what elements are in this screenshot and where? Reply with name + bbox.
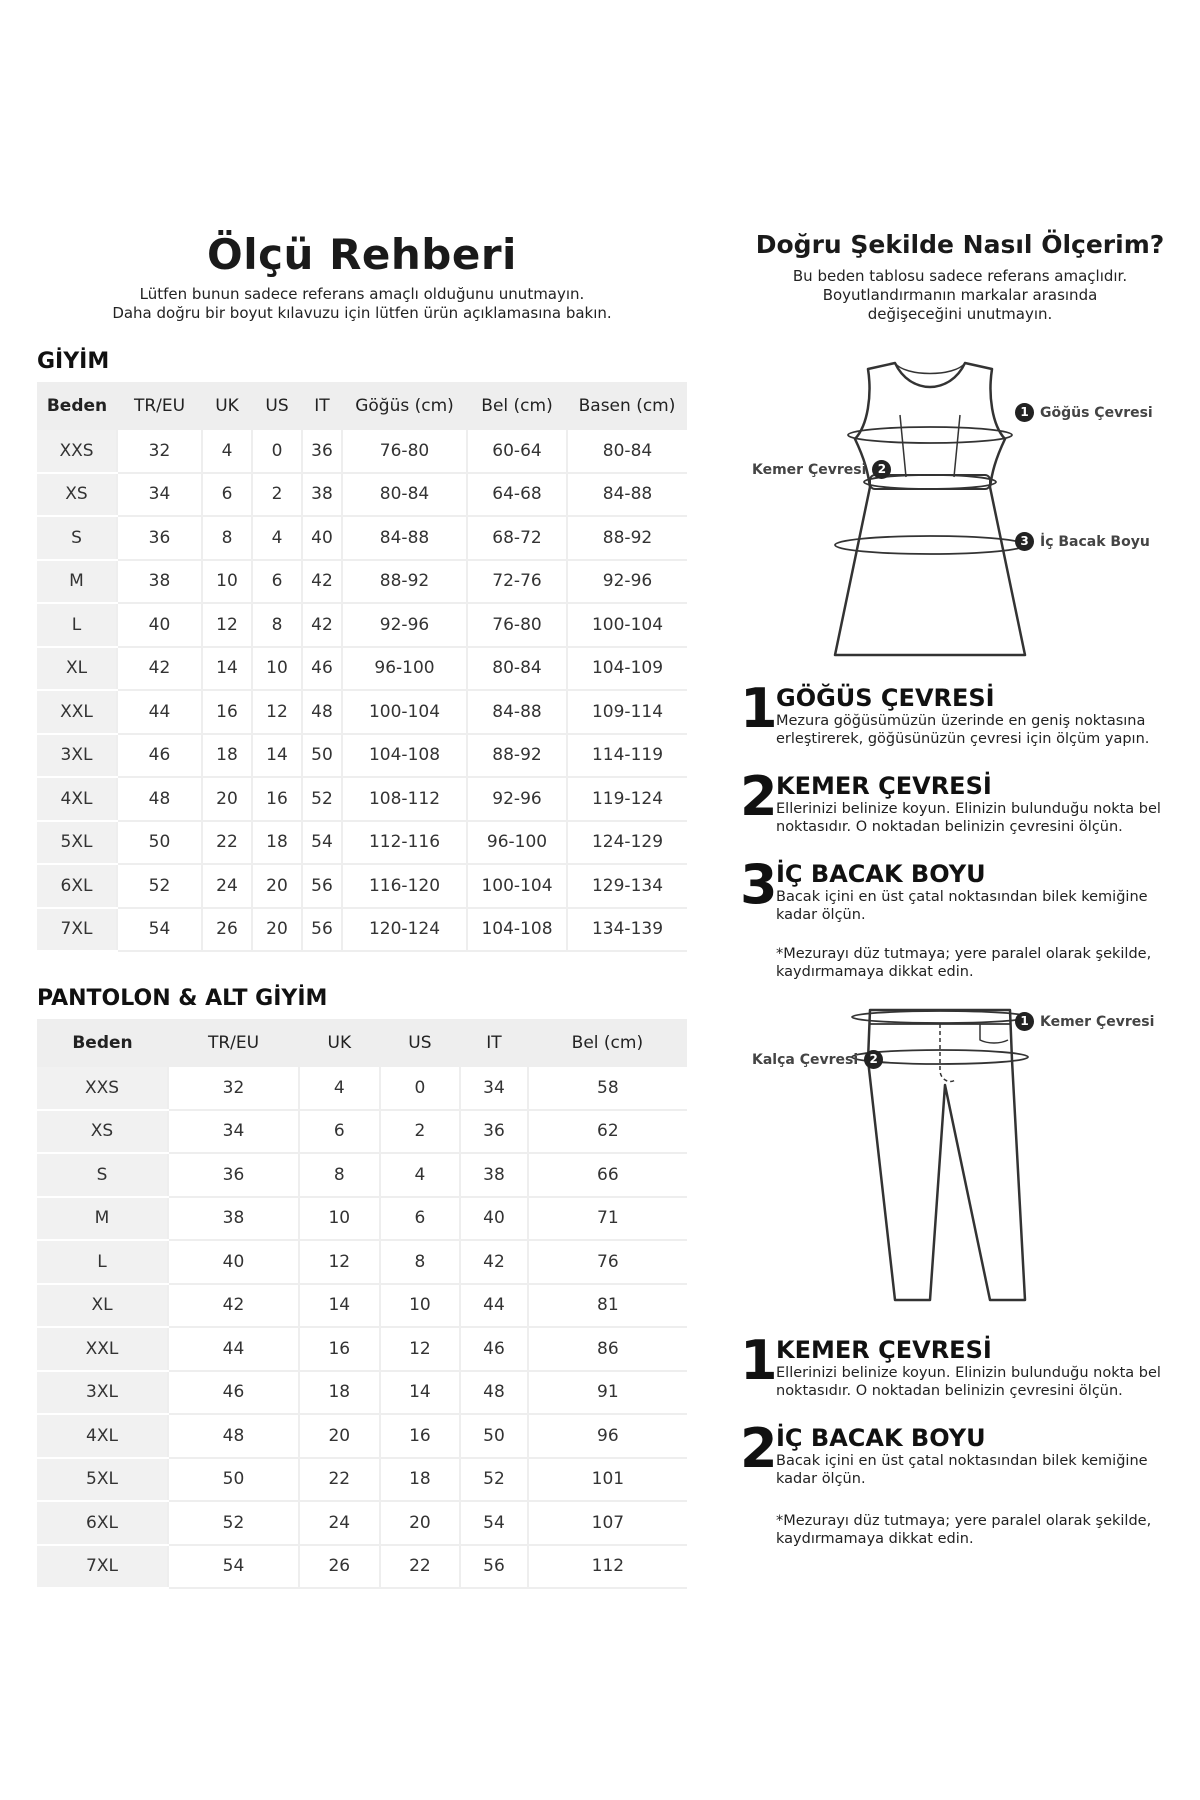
table-cell: 80-84 <box>567 430 687 473</box>
dress-tag-inseam <box>1015 532 1150 551</box>
table-cell: 60-64 <box>467 430 567 473</box>
table-row <box>37 821 687 865</box>
table-cell: 2 <box>252 473 302 517</box>
size-label-cell: M <box>37 560 117 604</box>
table-cell: 12 <box>202 603 252 647</box>
table-cell: 108-112 <box>342 777 467 821</box>
table-row <box>37 1240 687 1284</box>
number-2-icon: 2 <box>872 460 891 479</box>
table-cell: 92-96 <box>567 560 687 604</box>
subtitle-line-2: Daha doğru bir boyut kılavuzu için lütfen ürün açıklamasına bakın. <box>112 304 612 322</box>
page-title: Ölçü Rehberi <box>207 230 517 279</box>
size-label-cell: L <box>37 1240 168 1284</box>
header-cell: TR/EU <box>168 1019 299 1067</box>
table-cell: 34 <box>168 1110 299 1154</box>
table-cell: 101 <box>528 1458 687 1502</box>
table-cell: 46 <box>460 1327 528 1371</box>
size-label-cell: 5XL <box>37 821 117 865</box>
table-cell: 18 <box>380 1458 461 1502</box>
step-number: 1 <box>740 1329 778 1392</box>
number-1-icon: 1 <box>1015 403 1034 422</box>
table-cell: 112-116 <box>342 821 467 865</box>
header-cell: Bel (cm) <box>467 382 567 430</box>
table-cell: 22 <box>299 1458 380 1502</box>
table-cell: 56 <box>302 864 342 908</box>
table-cell: 4 <box>202 430 252 473</box>
step-description: Mezura göğüsümüzün üzerinde en geniş noktasına erleştirerek, göğüsünüzün çevresi için ölçüm yapın. <box>776 713 1150 747</box>
size-label-cell: 5XL <box>37 1458 168 1502</box>
table-row <box>37 864 687 908</box>
table-cell: 38 <box>117 560 202 604</box>
header-cell: Basen (cm) <box>567 382 687 430</box>
table-cell: 50 <box>460 1414 528 1458</box>
table-cell: 104-108 <box>467 908 567 952</box>
table-cell: 88-92 <box>467 734 567 778</box>
table-cell: 14 <box>252 734 302 778</box>
table-cell: 22 <box>380 1545 461 1589</box>
clothing-section-title: GİYİM <box>37 349 110 374</box>
table-row <box>37 560 687 604</box>
table-cell: 0 <box>252 430 302 473</box>
table-cell: 4 <box>299 1067 380 1110</box>
table-cell: 42 <box>117 647 202 691</box>
table-cell: 12 <box>380 1327 461 1371</box>
table-cell: 4 <box>252 516 302 560</box>
table-cell: 34 <box>460 1067 528 1110</box>
table-cell: 44 <box>168 1327 299 1371</box>
dress-tag-chest <box>1015 403 1153 422</box>
table-cell: 81 <box>528 1284 687 1328</box>
table-cell: 10 <box>380 1284 461 1328</box>
table-row <box>37 1371 687 1415</box>
table-cell: 12 <box>299 1240 380 1284</box>
table-row <box>37 1501 687 1545</box>
howto-sub-line-2: Boyutlandırmanın markalar arasında <box>822 286 1098 304</box>
pants-size-table <box>37 1019 687 1589</box>
size-label-cell: 6XL <box>37 864 117 908</box>
header-cell: Beden <box>37 1019 168 1067</box>
clothing-size-table <box>37 382 687 952</box>
table-cell: 42 <box>168 1284 299 1328</box>
table-cell: 18 <box>202 734 252 778</box>
table-cell: 16 <box>252 777 302 821</box>
table-cell: 46 <box>117 734 202 778</box>
size-label-cell: 4XL <box>37 777 117 821</box>
table-cell: 54 <box>168 1545 299 1589</box>
size-label-cell: XL <box>37 1284 168 1328</box>
table-cell: 114-119 <box>567 734 687 778</box>
how-to-measure-column <box>740 230 1180 1630</box>
table-cell: 40 <box>460 1197 528 1241</box>
table-cell: 84-88 <box>467 690 567 734</box>
table-cell: 20 <box>380 1501 461 1545</box>
table-cell: 36 <box>117 516 202 560</box>
table-cell: 88-92 <box>567 516 687 560</box>
pants-illustration <box>830 1000 1090 1320</box>
table-row <box>37 777 687 821</box>
table-row <box>37 1067 687 1110</box>
table-cell: 44 <box>460 1284 528 1328</box>
size-label-cell: XXL <box>37 1327 168 1371</box>
step-number: 2 <box>740 765 778 828</box>
table-cell: 24 <box>202 864 252 908</box>
table-cell: 8 <box>380 1240 461 1284</box>
table-cell: 86 <box>528 1327 687 1371</box>
size-label-cell: S <box>37 1153 168 1197</box>
table-cell: 100-104 <box>567 603 687 647</box>
size-label-cell: XXS <box>37 1067 168 1110</box>
dress-step-2 <box>740 765 1180 850</box>
how-to-measure-title: Doğru Şekilde Nasıl Ölçerim? <box>755 230 1165 259</box>
table-cell: 18 <box>252 821 302 865</box>
table-cell: 71 <box>528 1197 687 1241</box>
size-label-cell: 3XL <box>37 734 117 778</box>
table-cell: 91 <box>528 1371 687 1415</box>
table-cell: 14 <box>202 647 252 691</box>
table-cell: 26 <box>299 1545 380 1589</box>
header-cell: IT <box>302 382 342 430</box>
size-label-cell: S <box>37 516 117 560</box>
table-cell: 36 <box>460 1110 528 1154</box>
dress-step-1 <box>740 677 1180 762</box>
table-row <box>37 1414 687 1458</box>
step-description: Ellerinizi belinize koyun. Elinizin bulunduğu nokta bel noktasıdır. O noktadan belinizin çevresini ölçün. <box>776 801 1161 835</box>
table-row <box>37 516 687 560</box>
table-cell: 0 <box>380 1067 461 1110</box>
table-cell: 50 <box>168 1458 299 1502</box>
table-cell: 92-96 <box>467 777 567 821</box>
pants-table-body <box>37 1067 687 1588</box>
clothing-table-body <box>37 430 687 951</box>
table-cell: 84-88 <box>567 473 687 517</box>
table-cell: 92-96 <box>342 603 467 647</box>
table-cell: 124-129 <box>567 821 687 865</box>
table-cell: 42 <box>302 603 342 647</box>
table-cell: 120-124 <box>342 908 467 952</box>
table-row <box>37 1153 687 1197</box>
header-cell: Beden <box>37 382 117 430</box>
table-cell: 104-108 <box>342 734 467 778</box>
dress-tag-label: Kemer Çevresi <box>752 461 867 478</box>
table-cell: 46 <box>302 647 342 691</box>
table-cell: 52 <box>460 1458 528 1502</box>
table-cell: 116-120 <box>342 864 467 908</box>
howto-sub-line-3: değişeceğini unutmayın. <box>867 305 1053 323</box>
table-cell: 48 <box>117 777 202 821</box>
table-cell: 104-109 <box>567 647 687 691</box>
table-cell: 76-80 <box>467 603 567 647</box>
table-cell: 14 <box>299 1284 380 1328</box>
header-cell: UK <box>202 382 252 430</box>
table-cell: 12 <box>252 690 302 734</box>
size-guide-column <box>37 230 687 1589</box>
table-row <box>37 734 687 778</box>
table-cell: 24 <box>299 1501 380 1545</box>
dress-tag-label: Göğüs Çevresi <box>1040 404 1153 421</box>
pants-note: *Mezurayı düz tutmaya; yere paralel olarak şekilde, kaydırmamaya dikkat edin. <box>776 1513 1152 1547</box>
table-cell: 46 <box>168 1371 299 1415</box>
table-cell: 50 <box>117 821 202 865</box>
step-number: 3 <box>740 853 778 916</box>
size-label-cell: 4XL <box>37 1414 168 1458</box>
pants-tag-waist <box>1015 1012 1154 1031</box>
table-cell: 16 <box>380 1414 461 1458</box>
table-row <box>37 430 687 473</box>
table-cell: 10 <box>202 560 252 604</box>
table-cell: 100-104 <box>467 864 567 908</box>
size-label-cell: 7XL <box>37 908 117 952</box>
header-cell: US <box>380 1019 461 1067</box>
table-cell: 52 <box>117 864 202 908</box>
dress-step-3 <box>740 853 1180 938</box>
table-cell: 8 <box>202 516 252 560</box>
table-cell: 42 <box>302 560 342 604</box>
table-cell: 58 <box>528 1067 687 1110</box>
size-label-cell: XXS <box>37 430 117 473</box>
table-cell: 20 <box>202 777 252 821</box>
header-cell: US <box>252 382 302 430</box>
table-cell: 50 <box>302 734 342 778</box>
table-cell: 16 <box>299 1327 380 1371</box>
dress-tag-label: İç Bacak Boyu <box>1040 533 1150 550</box>
table-cell: 88-92 <box>342 560 467 604</box>
size-label-cell: XL <box>37 647 117 691</box>
header-cell: TR/EU <box>117 382 202 430</box>
table-cell: 26 <box>202 908 252 952</box>
table-cell: 38 <box>302 473 342 517</box>
table-cell: 54 <box>117 908 202 952</box>
step-title: İÇ BACAK BOYU <box>776 1424 986 1452</box>
pants-tag-hip <box>752 1050 883 1069</box>
size-label-cell: L <box>37 603 117 647</box>
table-cell: 119-124 <box>567 777 687 821</box>
header-cell: Göğüs (cm) <box>342 382 467 430</box>
table-cell: 66 <box>528 1153 687 1197</box>
dress-tag-waist <box>752 460 891 479</box>
table-cell: 36 <box>168 1153 299 1197</box>
table-cell: 10 <box>252 647 302 691</box>
size-label-cell: 7XL <box>37 1545 168 1589</box>
table-cell: 32 <box>168 1067 299 1110</box>
table-cell: 32 <box>117 430 202 473</box>
step-description: Bacak içini en üst çatal noktasından bilek kemiğine kadar ölçün. <box>776 1453 1148 1487</box>
table-cell: 96 <box>528 1414 687 1458</box>
table-cell: 8 <box>252 603 302 647</box>
number-3-icon: 3 <box>1015 532 1034 551</box>
step-title: KEMER ÇEVRESİ <box>776 1336 992 1364</box>
table-row <box>37 690 687 734</box>
table-row <box>37 908 687 952</box>
table-cell: 134-139 <box>567 908 687 952</box>
table-cell: 6 <box>380 1197 461 1241</box>
size-label-cell: 6XL <box>37 1501 168 1545</box>
table-cell: 56 <box>302 908 342 952</box>
table-cell: 40 <box>117 603 202 647</box>
table-cell: 112 <box>528 1545 687 1589</box>
step-description: Ellerinizi belinize koyun. Elinizin bulunduğu nokta bel noktasıdır. O noktadan belinizin çevresini ölçün. <box>776 1365 1161 1399</box>
table-cell: 76-80 <box>342 430 467 473</box>
dress-note: *Mezurayı düz tutmaya; yere paralel olarak şekilde, kaydırmamaya dikkat edin. <box>776 946 1152 980</box>
table-cell: 80-84 <box>467 647 567 691</box>
table-header-row <box>37 382 687 430</box>
header-cell: Bel (cm) <box>528 1019 687 1067</box>
table-cell: 2 <box>380 1110 461 1154</box>
size-label-cell: XS <box>37 1110 168 1154</box>
table-cell: 34 <box>117 473 202 517</box>
pants-section-title: PANTOLON & ALT GİYİM <box>37 986 328 1011</box>
size-label-cell: XS <box>37 473 117 517</box>
table-cell: 96-100 <box>342 647 467 691</box>
table-row <box>37 473 687 517</box>
table-cell: 52 <box>168 1501 299 1545</box>
table-cell: 10 <box>299 1197 380 1241</box>
howto-sub-line-1: Bu beden tablosu sadece referans amaçlıdır. <box>792 267 1128 285</box>
table-cell: 48 <box>168 1414 299 1458</box>
pants-tag-label: Kemer Çevresi <box>1040 1013 1155 1030</box>
pants-step-1 <box>740 1329 1180 1414</box>
table-cell: 20 <box>252 864 302 908</box>
table-row <box>37 1284 687 1328</box>
table-cell: 80-84 <box>342 473 467 517</box>
number-1-icon: 1 <box>1015 1012 1034 1031</box>
table-cell: 4 <box>380 1153 461 1197</box>
header-cell: IT <box>460 1019 528 1067</box>
table-row <box>37 1110 687 1154</box>
table-cell: 64-68 <box>467 473 567 517</box>
table-cell: 20 <box>299 1414 380 1458</box>
size-label-cell: 3XL <box>37 1371 168 1415</box>
table-cell: 40 <box>168 1240 299 1284</box>
step-title: İÇ BACAK BOYU <box>776 860 986 888</box>
table-cell: 52 <box>302 777 342 821</box>
table-header-row <box>37 1019 687 1067</box>
table-cell: 6 <box>299 1110 380 1154</box>
table-cell: 72-76 <box>467 560 567 604</box>
table-cell: 44 <box>117 690 202 734</box>
table-cell: 48 <box>302 690 342 734</box>
table-row <box>37 603 687 647</box>
table-cell: 42 <box>460 1240 528 1284</box>
table-cell: 6 <box>252 560 302 604</box>
pants-step-2 <box>740 1417 1180 1502</box>
table-cell: 76 <box>528 1240 687 1284</box>
pants-tag-label: Kalça Çevresi <box>752 1051 859 1068</box>
table-cell: 48 <box>460 1371 528 1415</box>
table-cell: 22 <box>202 821 252 865</box>
table-cell: 38 <box>460 1153 528 1197</box>
table-cell: 14 <box>380 1371 461 1415</box>
step-description: Bacak içini en üst çatal noktasından bilek kemiğine kadar ölçün. <box>776 889 1148 923</box>
table-cell: 129-134 <box>567 864 687 908</box>
number-2-icon: 2 <box>864 1050 883 1069</box>
table-cell: 38 <box>168 1197 299 1241</box>
table-cell: 56 <box>460 1545 528 1589</box>
table-row <box>37 647 687 691</box>
size-label-cell: M <box>37 1197 168 1241</box>
table-cell: 107 <box>528 1501 687 1545</box>
table-cell: 36 <box>302 430 342 473</box>
table-cell: 6 <box>202 473 252 517</box>
table-cell: 20 <box>252 908 302 952</box>
step-title: KEMER ÇEVRESİ <box>776 772 992 800</box>
size-label-cell: XXL <box>37 690 117 734</box>
table-row <box>37 1327 687 1371</box>
table-cell: 100-104 <box>342 690 467 734</box>
table-cell: 62 <box>528 1110 687 1154</box>
header-cell: UK <box>299 1019 380 1067</box>
table-cell: 96-100 <box>467 821 567 865</box>
step-title: GÖĞÜS ÇEVRESİ <box>776 684 995 712</box>
page-subtitle <box>37 285 687 323</box>
table-row <box>37 1458 687 1502</box>
table-cell: 68-72 <box>467 516 567 560</box>
table-cell: 40 <box>302 516 342 560</box>
table-row <box>37 1545 687 1589</box>
table-row <box>37 1197 687 1241</box>
table-cell: 54 <box>460 1501 528 1545</box>
table-cell: 109-114 <box>567 690 687 734</box>
table-cell: 54 <box>302 821 342 865</box>
step-number: 1 <box>740 677 778 740</box>
step-number: 2 <box>740 1417 778 1480</box>
table-cell: 84-88 <box>342 516 467 560</box>
table-cell: 16 <box>202 690 252 734</box>
how-to-measure-subtitle <box>740 267 1180 324</box>
table-cell: 8 <box>299 1153 380 1197</box>
subtitle-line-1: Lütfen bunun sadece referans amaçlı olduğunu unutmayın. <box>139 285 585 303</box>
table-cell: 18 <box>299 1371 380 1415</box>
